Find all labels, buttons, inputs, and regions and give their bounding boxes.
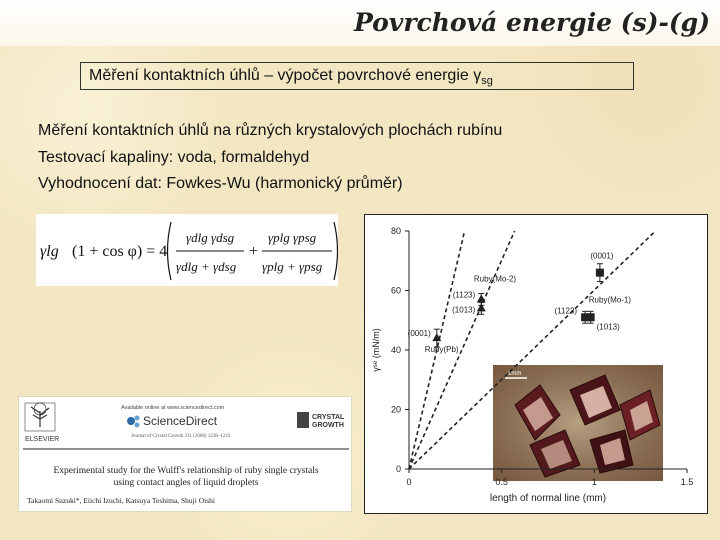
boxed-heading-text: Měření kontaktních úhlů – výpočet povrchové energie γ — [89, 67, 482, 84]
point-label: (0001) — [590, 251, 614, 261]
boxed-heading — [80, 62, 634, 90]
y-tick-label: 0 — [395, 464, 401, 474]
x-tick-label: 1 — [591, 477, 597, 487]
point-label: (1123) — [452, 290, 476, 300]
journal-line: Journal of Crystal Growth 311 (2008) 1238–1243 — [131, 434, 231, 439]
formula-frac1-numerator: γdlg γdsg — [186, 230, 235, 245]
formula-gamma-lg: γlg — [40, 243, 59, 260]
y-tick-label: 20 — [390, 404, 401, 415]
title-bar — [0, 0, 720, 46]
right-paren — [334, 222, 338, 280]
journal-logo-crystal: CRYSTAL — [312, 414, 345, 421]
chart-svg — [365, 215, 709, 515]
formula-one-plus-cos: (1 + cos φ) = 4 — [72, 243, 168, 260]
article-authors: Takaomi Suzuki*, Eiichi Izuchi, Katsuya Teshima, Shuji Oishi — [27, 496, 215, 505]
paper-snippet — [18, 396, 352, 512]
elsevier-logo — [25, 403, 55, 431]
series-label: Ruby(Mo-1) — [588, 295, 632, 305]
point-label: (1013) — [596, 322, 620, 332]
series-label: Ruby(Pb) — [424, 345, 459, 355]
slide-title: Povrchová energie (s)-(g) — [354, 8, 710, 37]
journal-logo — [297, 412, 345, 429]
point-label: (1013) — [452, 305, 476, 315]
article-title-line1: Experimental study for the Wulff's relationship of ruby single crystals — [53, 466, 319, 476]
y-tick-label: 80 — [390, 226, 401, 236]
x-tick-label: 1.5 — [680, 477, 694, 487]
formula-frac1-denominator: γdlg + γdsg — [176, 259, 237, 274]
point-label: (1123) — [554, 306, 578, 316]
available-online-text: Available online at www.sciencedirect.com — [121, 405, 225, 411]
y-tick-label: 60 — [390, 285, 401, 296]
data-point — [587, 313, 595, 321]
ruby-crystals-photo — [493, 365, 663, 481]
bullet-list — [38, 118, 502, 198]
formula-frac2-denominator: γplg + γpsg — [262, 259, 323, 274]
x-tick-label: 0 — [406, 477, 412, 487]
fowkes-wu-formula — [36, 214, 338, 286]
formula-graphic — [36, 214, 338, 286]
data-point — [477, 303, 486, 311]
formula-frac2-numerator: γplg γpsg — [268, 230, 317, 245]
sciencedirect-brand: ScienceDirect — [143, 414, 218, 428]
contact-angle-chart — [364, 214, 708, 514]
scale-bar-label: 1mm — [508, 371, 522, 377]
data-point — [477, 294, 486, 302]
x-axis-label: length of normal line (mm) — [489, 493, 607, 504]
data-point — [596, 269, 604, 277]
y-tick-label: 40 — [390, 345, 401, 355]
article-title-line2: using contact angles of liquid droplets — [113, 478, 259, 488]
boxed-heading-subscript: sg — [481, 75, 493, 88]
bullet-item: Měření kontaktních úhlů na různých krystalových plochách rubínu — [38, 122, 503, 139]
series-label: Ruby(Mo-2) — [473, 274, 517, 284]
x-tick-label: 0.5 — [495, 477, 508, 487]
y-axis-label: γˢᵉ (mN/m) — [371, 328, 381, 372]
bullet-item: Testovací kapaliny: voda, formaldehyd — [38, 148, 310, 166]
sciencedirect-logo — [127, 416, 140, 428]
bullet-item: Vyhodnocení dat: Fowkes-Wu (harmonický průměr) — [38, 175, 403, 192]
formula-plus: + — [249, 243, 259, 260]
journal-logo-growth: GROWTH — [312, 422, 344, 429]
paper-header — [19, 397, 353, 513]
elsevier-label: ELSEVIER — [25, 436, 60, 443]
left-paren — [168, 222, 172, 280]
point-label: (0001) — [407, 329, 431, 339]
